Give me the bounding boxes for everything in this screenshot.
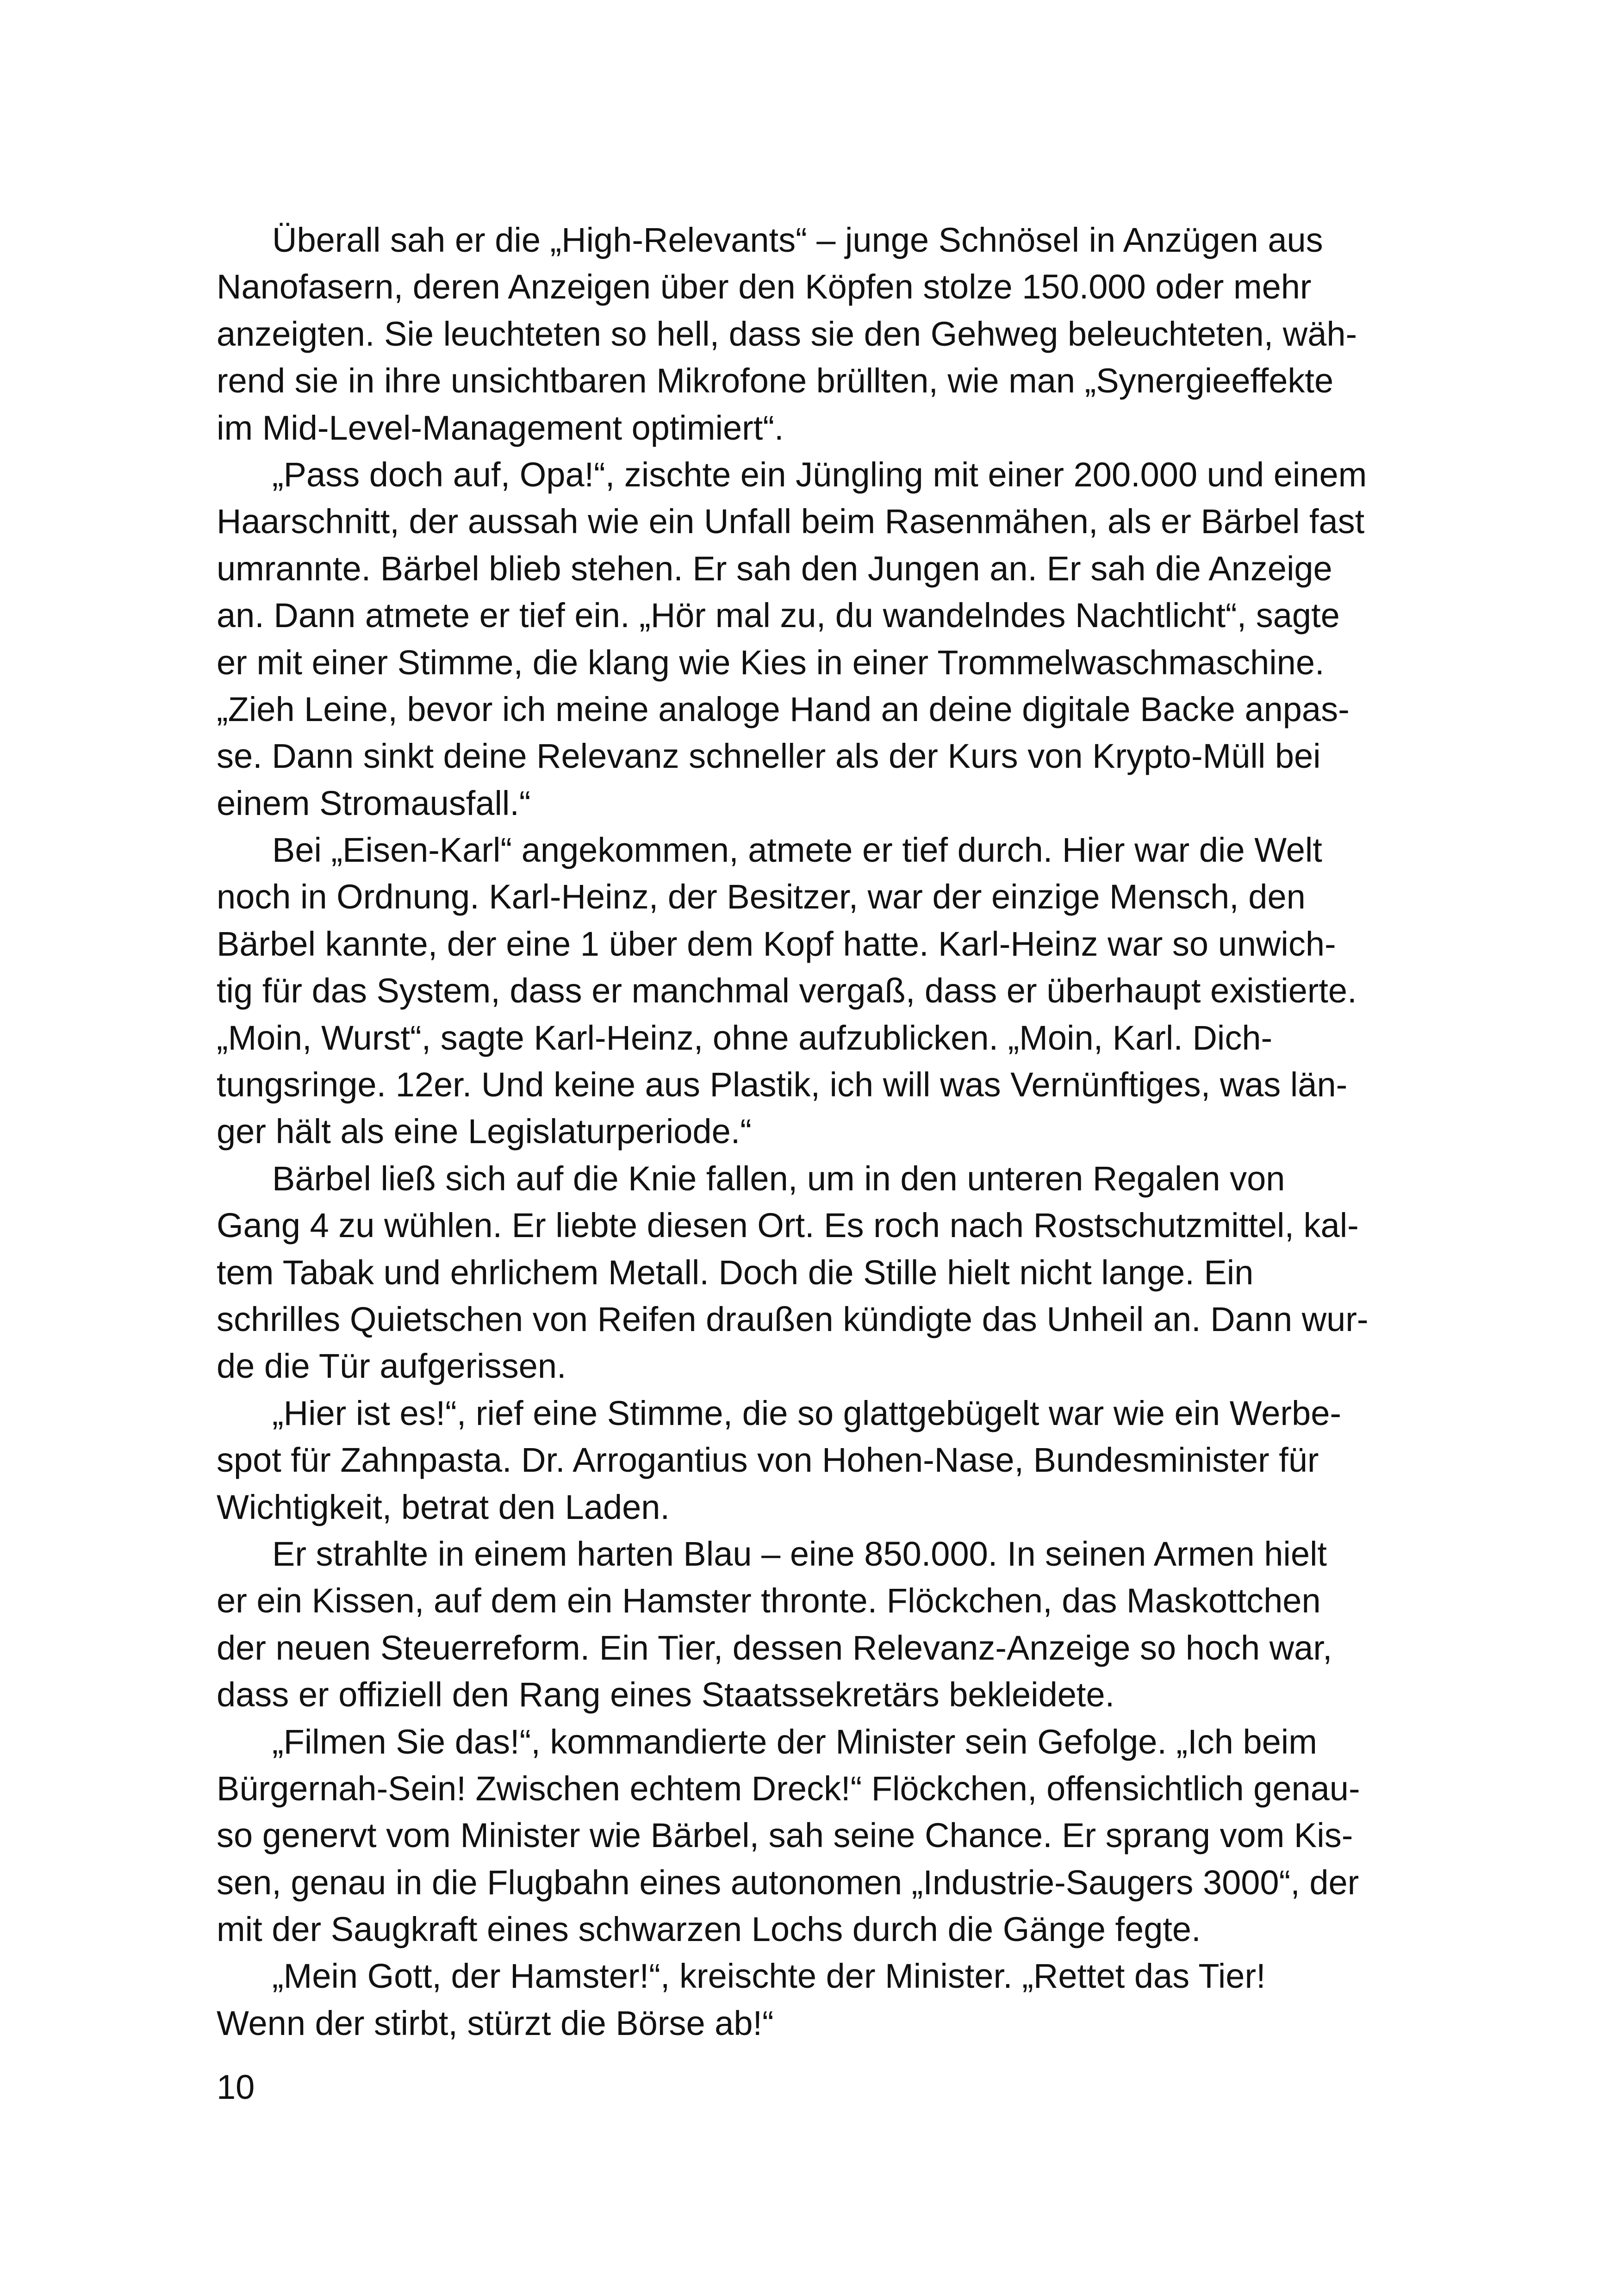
- page-number: 10: [217, 2068, 255, 2106]
- text-line: „Pass doch auf, Opa!“, zischte ein Jüngling mit einer 200.000 und einem: [272, 455, 1367, 494]
- text-line: sen, genau in die Flugbahn eines autonomen „Industrie-Saugers 3000“, der: [217, 1863, 1359, 1902]
- text-line: tem Tabak und ehrlichem Metall. Doch die Stille hielt nicht lange. Ein: [217, 1253, 1254, 1292]
- text-line: spot für Zahnpasta. Dr. Arrogantius von Hohen-Nase, Bundesminister für: [217, 1441, 1319, 1480]
- text-line: de die Tür aufgerissen.: [217, 1347, 566, 1386]
- paragraph-8: [217, 1953, 1401, 2047]
- paragraph-4: [217, 1155, 1401, 1390]
- text-line: „Moin, Wurst“, sagte Karl-Heinz, ohne aufzublicken. „Moin, Karl. Dich-: [217, 1018, 1273, 1057]
- text-line: Bärbel ließ sich auf die Knie fallen, um in den unteren Regalen von: [272, 1159, 1285, 1198]
- text-line: tig für das System, dass er manchmal vergaß, dass er überhaupt existierte.: [217, 971, 1357, 1010]
- text-line: „Filmen Sie das!“, kommandierte der Minister sein Gefolge. „Ich beim: [272, 1722, 1317, 1761]
- paragraph-6: [217, 1531, 1401, 1718]
- text-line: der neuen Steuerreform. Ein Tier, dessen Relevanz-Anzeige so hoch war,: [217, 1628, 1332, 1667]
- text-line: „Zieh Leine, bevor ich meine analoge Hand an deine digitale Backe anpas-: [217, 690, 1350, 728]
- text-line: rend sie in ihre unsichtbaren Mikrofone brüllten, wie man „Synergieeffekte: [217, 361, 1334, 400]
- paragraph-3: [217, 827, 1401, 1155]
- text-line: an. Dann atmete er tief ein. „Hör mal zu, du wandelndes Nachtlicht“, sagte: [217, 596, 1340, 635]
- paragraph-1: [217, 217, 1401, 451]
- text-line: tungsringe. 12er. Und keine aus Plastik, ich will was Vernünftiges, was län-: [217, 1065, 1348, 1104]
- text-line: „Hier ist es!“, rief eine Stimme, die so glattgebügelt war wie ein Werbe-: [272, 1394, 1342, 1432]
- text-line: Überall sah er die „High-Relevants“ – junge Schnösel in Anzügen aus: [272, 221, 1323, 259]
- text-line: noch in Ordnung. Karl-Heinz, der Besitzer, war der einzige Mensch, den: [217, 877, 1306, 916]
- text-line: er mit einer Stimme, die klang wie Kies in einer Trommelwaschmaschine.: [217, 643, 1325, 682]
- text-line: Wichtigkeit, betrat den Laden.: [217, 1487, 670, 1526]
- body-text: [217, 217, 1401, 2047]
- text-line: Gang 4 zu wühlen. Er liebte diesen Ort. Es roch nach Rostschutzmittel, kal-: [217, 1206, 1359, 1245]
- text-line: einem Stromausfall.“: [217, 784, 531, 822]
- paragraph-2: [217, 451, 1401, 827]
- text-line: schrilles Quietschen von Reifen draußen kündigte das Unheil an. Dann wur-: [217, 1300, 1369, 1338]
- paragraph-5: [217, 1390, 1401, 1531]
- text-line: Bärbel kannte, der eine 1 über dem Kopf hatte. Karl-Heinz war so unwich-: [217, 924, 1336, 963]
- text-line: „Mein Gott, der Hamster!“, kreischte der Minister. „Rettet das Tier!: [272, 1957, 1266, 1996]
- text-line: Nanofasern, deren Anzeigen über den Köpfen stolze 150.000 oder mehr: [217, 268, 1312, 306]
- text-line: umrannte. Bärbel blieb stehen. Er sah den Jungen an. Er sah die Anzeige: [217, 549, 1332, 588]
- text-line: Bei „Eisen-Karl“ angekommen, atmete er tief durch. Hier war die Welt: [272, 831, 1322, 870]
- text-line: im Mid-Level-Management optimiert“.: [217, 408, 784, 447]
- text-line: se. Dann sinkt deine Relevanz schneller als der Kurs von Krypto-Müll bei: [217, 737, 1321, 776]
- text-line: Bürgernah-Sein! Zwischen echtem Dreck!“ Flöckchen, offensichtlich genau-: [217, 1769, 1360, 1808]
- text-line: Haarschnitt, der aussah wie ein Unfall beim Rasenmähen, als er Bärbel fast: [217, 502, 1365, 541]
- text-line: ger hält als eine Legislaturperiode.“: [217, 1112, 752, 1151]
- text-line: Wenn der stirbt, stürzt die Börse ab!“: [217, 2004, 774, 2042]
- text-line: anzeigten. Sie leuchteten so hell, dass sie den Gehweg beleuchteten, wäh-: [217, 314, 1357, 353]
- text-line: Er strahlte in einem harten Blau – eine 850.000. In seinen Armen hielt: [272, 1534, 1327, 1573]
- text-line: er ein Kissen, auf dem ein Hamster thronte. Flöckchen, das Maskottchen: [217, 1581, 1321, 1620]
- text-line: dass er offiziell den Rang eines Staatssekretärs bekleidete.: [217, 1675, 1115, 1714]
- text-line: so genervt vom Minister wie Bärbel, sah seine Chance. Er sprang vom Kis-: [217, 1816, 1353, 1855]
- paragraph-7: [217, 1718, 1401, 1953]
- text-line: mit der Saugkraft eines schwarzen Lochs durch die Gänge fegte.: [217, 1910, 1201, 1949]
